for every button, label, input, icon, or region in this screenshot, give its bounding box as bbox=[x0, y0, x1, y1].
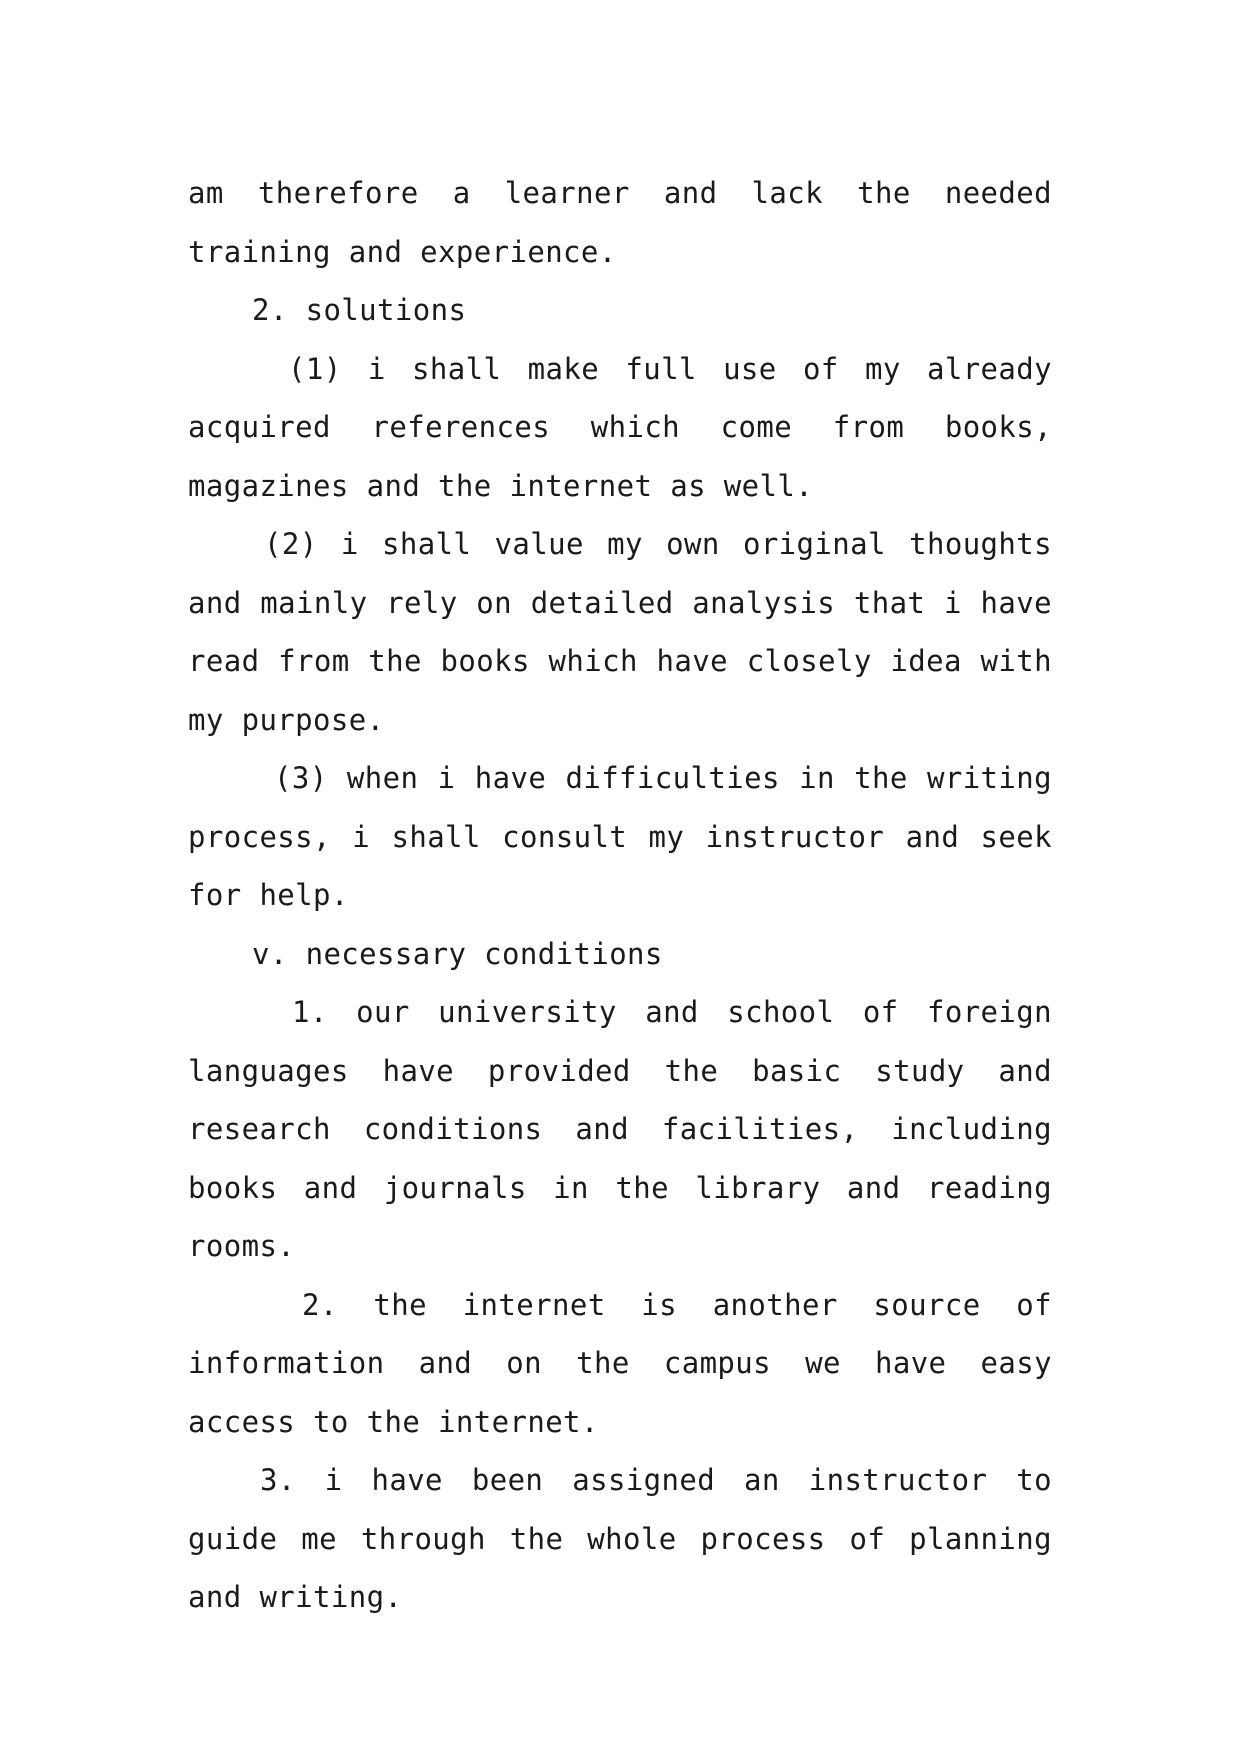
heading-necessary-conditions: v. necessary conditions bbox=[252, 936, 663, 971]
paragraph-solution-2: (2) i shall value my own original thoughts and mainly rely on detailed analysis that i have read from the books which have closely idea with my purpose. bbox=[188, 527, 1052, 737]
paragraph-condition-2: 2. the internet is another source of information and on the campus we have easy access to the internet. bbox=[188, 1287, 1052, 1439]
heading-solutions: 2. solutions bbox=[252, 293, 467, 327]
paragraph-condition-3: 3. i have been assigned an instructor to guide me through the whole process of planning and writing. bbox=[188, 1463, 1052, 1614]
paragraph-solution-3: (3) when i have difficulties in the writing process, i shall consult my instructor and seek for help. bbox=[188, 761, 1052, 912]
paragraph-solution-1: (1) i shall make full use of my already acquired references which come from books, magazines and the internet as well. bbox=[188, 351, 1052, 503]
paragraph-condition-1: 1. our university and school of foreign languages have provided the basic study and research conditions and facilities, including books and journals in the library and reading rooms. bbox=[188, 995, 1052, 1263]
document-body bbox=[188, 164, 1052, 1627]
paragraph-continuation: am therefore a learner and lack the needed training and experience. bbox=[188, 176, 1052, 269]
